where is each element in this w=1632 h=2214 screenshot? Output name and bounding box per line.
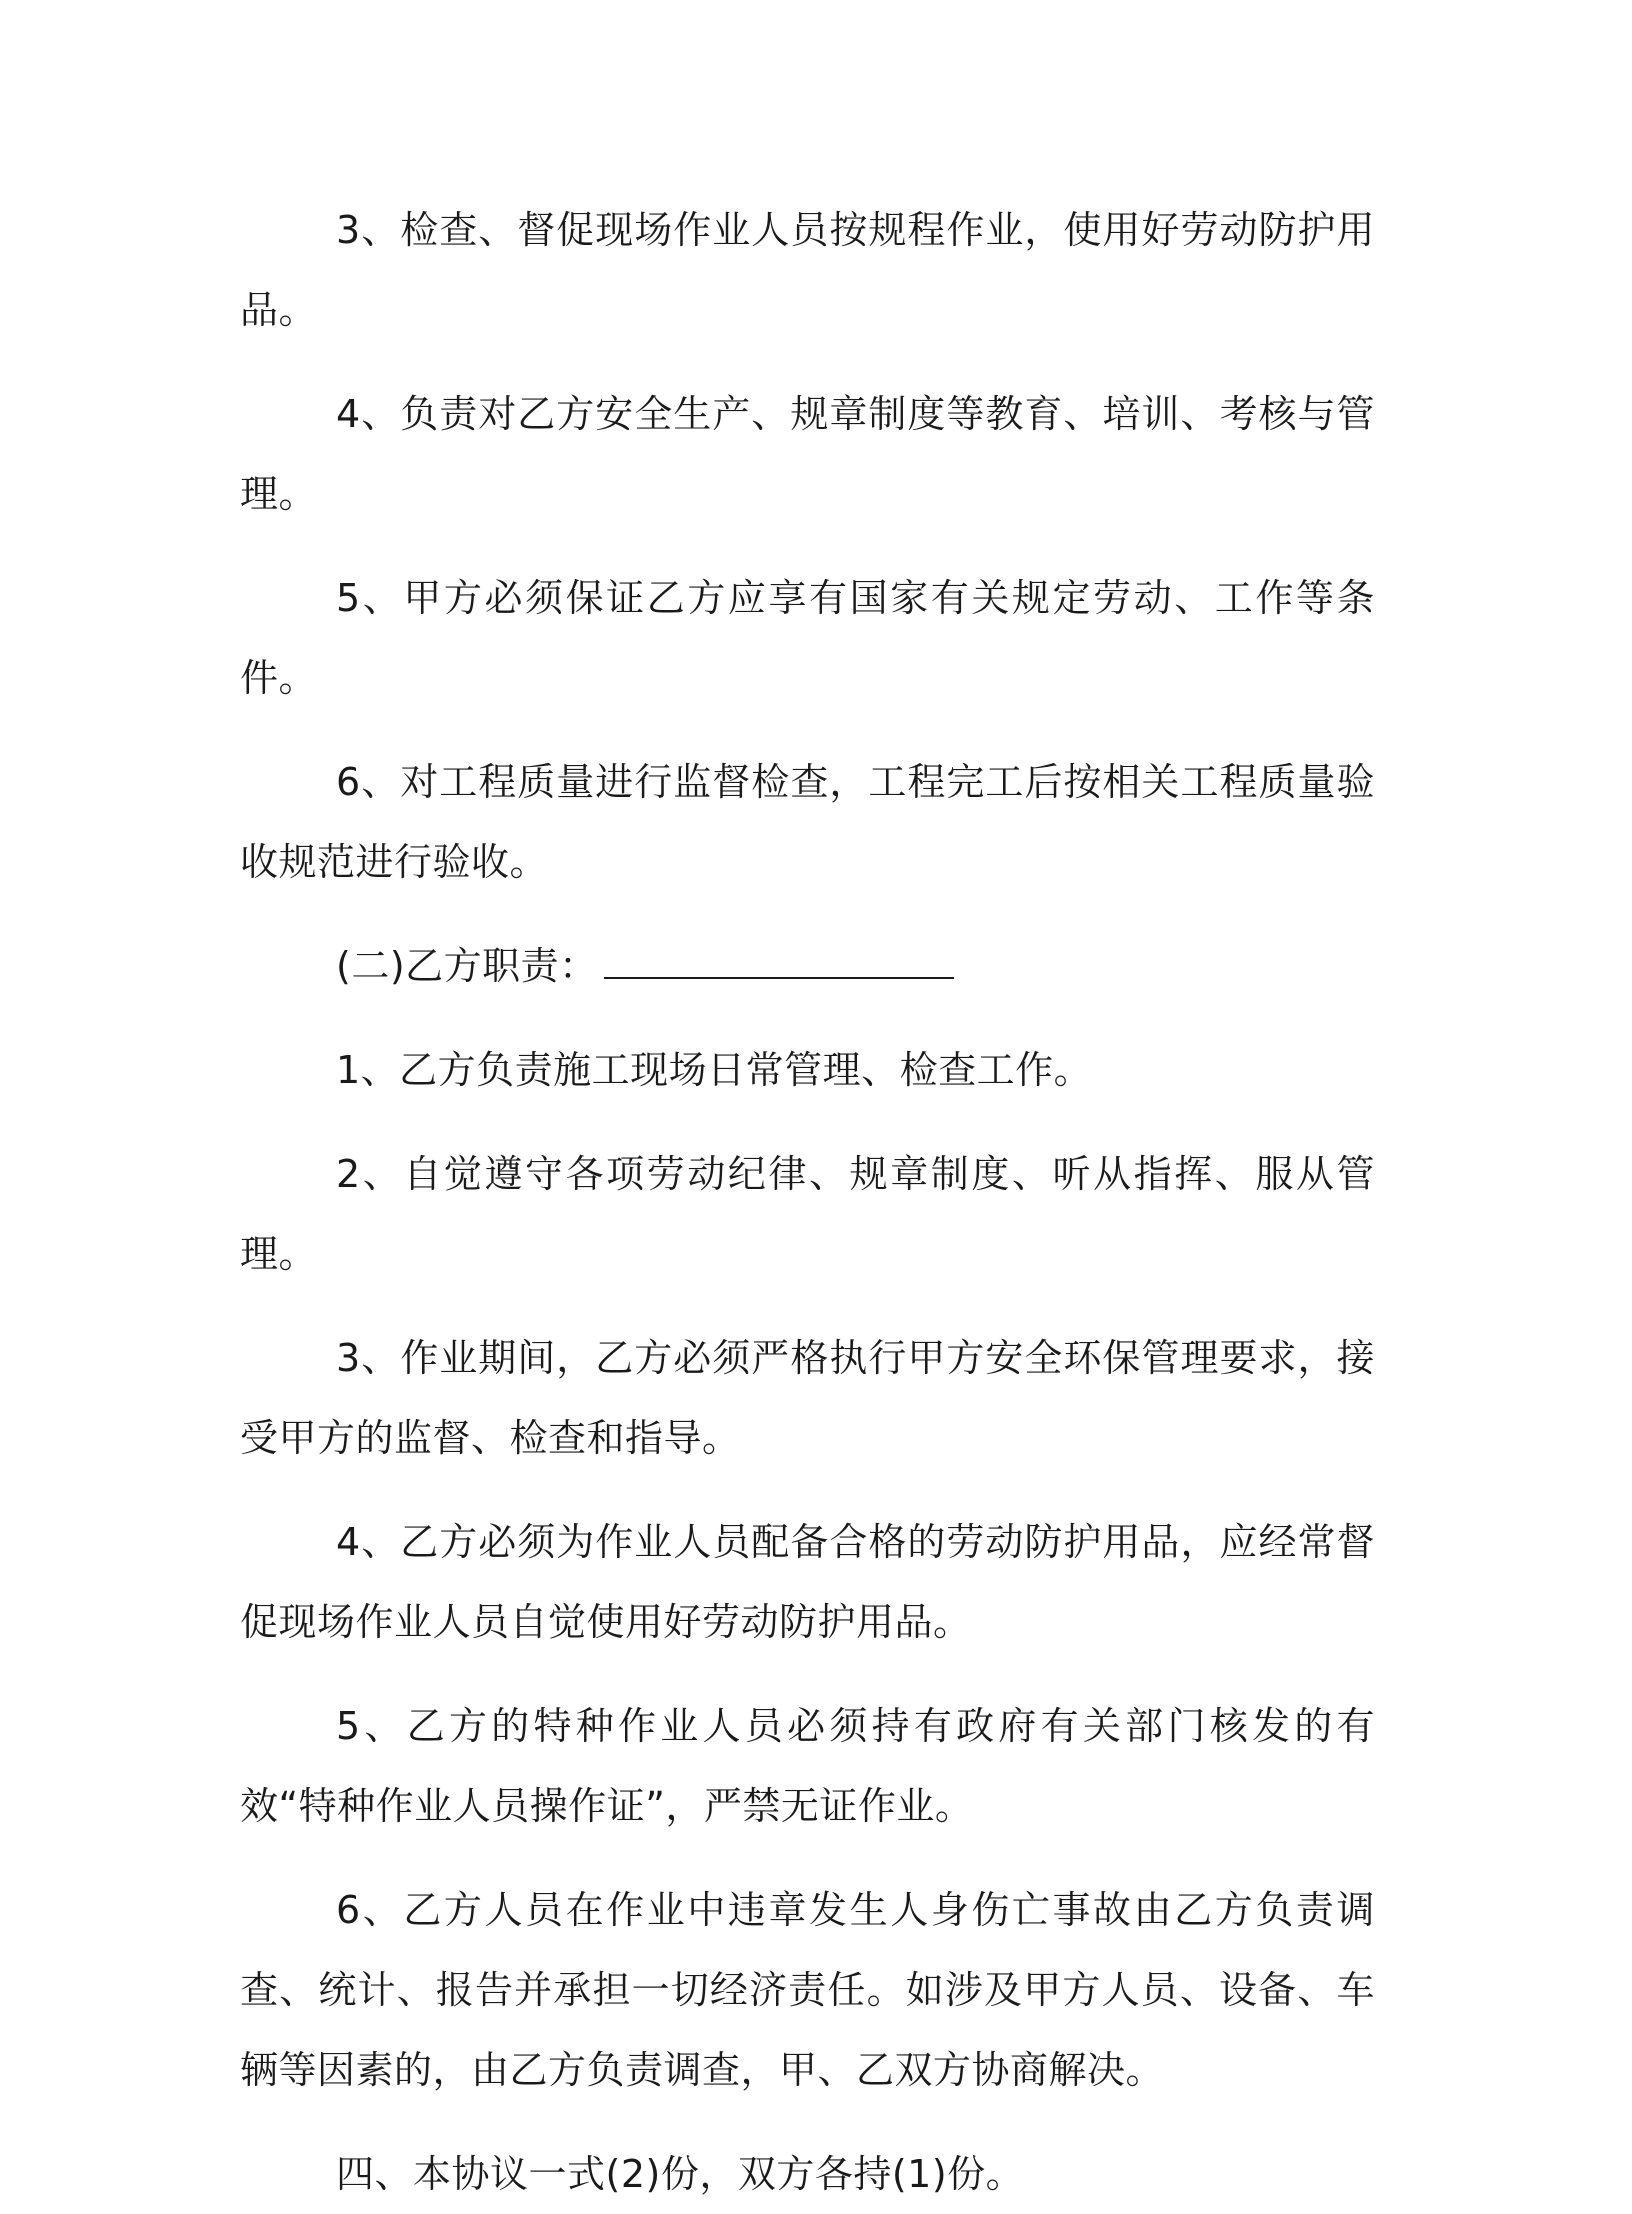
clause-text: 4、负责对乙方安全生产、规章制度等教育、培训、考核与管理。 bbox=[240, 392, 1375, 516]
clause-text: 6、对工程质量进行监督检查，工程完工后按相关工程质量验收规范进行验收。 bbox=[240, 760, 1375, 884]
clause-text: 3、检查、督促现场作业人员按规程作业，使用好劳动防护用品。 bbox=[240, 208, 1375, 332]
clause-b-6 bbox=[240, 1870, 1375, 2110]
clause-text: 2、自觉遵守各项劳动纪律、规章制度、听从指挥、服从管理。 bbox=[240, 1152, 1375, 1276]
clause-text: 6、乙方人员在作业中违章发生人身伤亡事故由乙方负责调查、统计、报告并承担一切经济责任。如涉及甲方人员、设备、车辆等因素的，由乙方负责调查，甲、乙双方协商解决。 bbox=[240, 1888, 1375, 2092]
clause-a-5 bbox=[240, 558, 1375, 718]
section-heading-text: (二)乙方职责： bbox=[336, 944, 598, 988]
blank-underline-field bbox=[604, 947, 954, 979]
section-b-heading bbox=[240, 926, 1375, 1006]
clause-text: 5、甲方必须保证乙方应享有国家有关规定劳动、工作等条件。 bbox=[240, 576, 1375, 700]
clause-b-4 bbox=[240, 1502, 1375, 1662]
clause-a-3 bbox=[240, 190, 1375, 350]
clause-a-4 bbox=[240, 374, 1375, 534]
clause-text: 1、乙方负责施工现场日常管理、检查工作。 bbox=[336, 1048, 1093, 1092]
clause-a-6 bbox=[240, 742, 1375, 902]
section-four bbox=[240, 2134, 1375, 2214]
clause-text: 4、乙方必须为作业人员配备合格的劳动防护用品，应经常督促现场作业人员自觉使用好劳动防护用品。 bbox=[240, 1520, 1375, 1644]
clause-b-3 bbox=[240, 1318, 1375, 1478]
clause-b-1 bbox=[240, 1030, 1375, 1110]
clause-b-5 bbox=[240, 1686, 1375, 1846]
clause-text: 3、作业期间，乙方必须严格执行甲方安全环保管理要求，接受甲方的监督、检查和指导。 bbox=[240, 1336, 1375, 1460]
document-page bbox=[240, 190, 1375, 2214]
clause-b-2 bbox=[240, 1134, 1375, 1294]
clause-text: 5、乙方的特种作业人员必须持有政府有关部门核发的有效“特种作业人员操作证”，严禁无证作业。 bbox=[240, 1704, 1375, 1828]
clause-text: 四、本协议一式(2)份，双方各持(1)份。 bbox=[336, 2152, 1025, 2196]
